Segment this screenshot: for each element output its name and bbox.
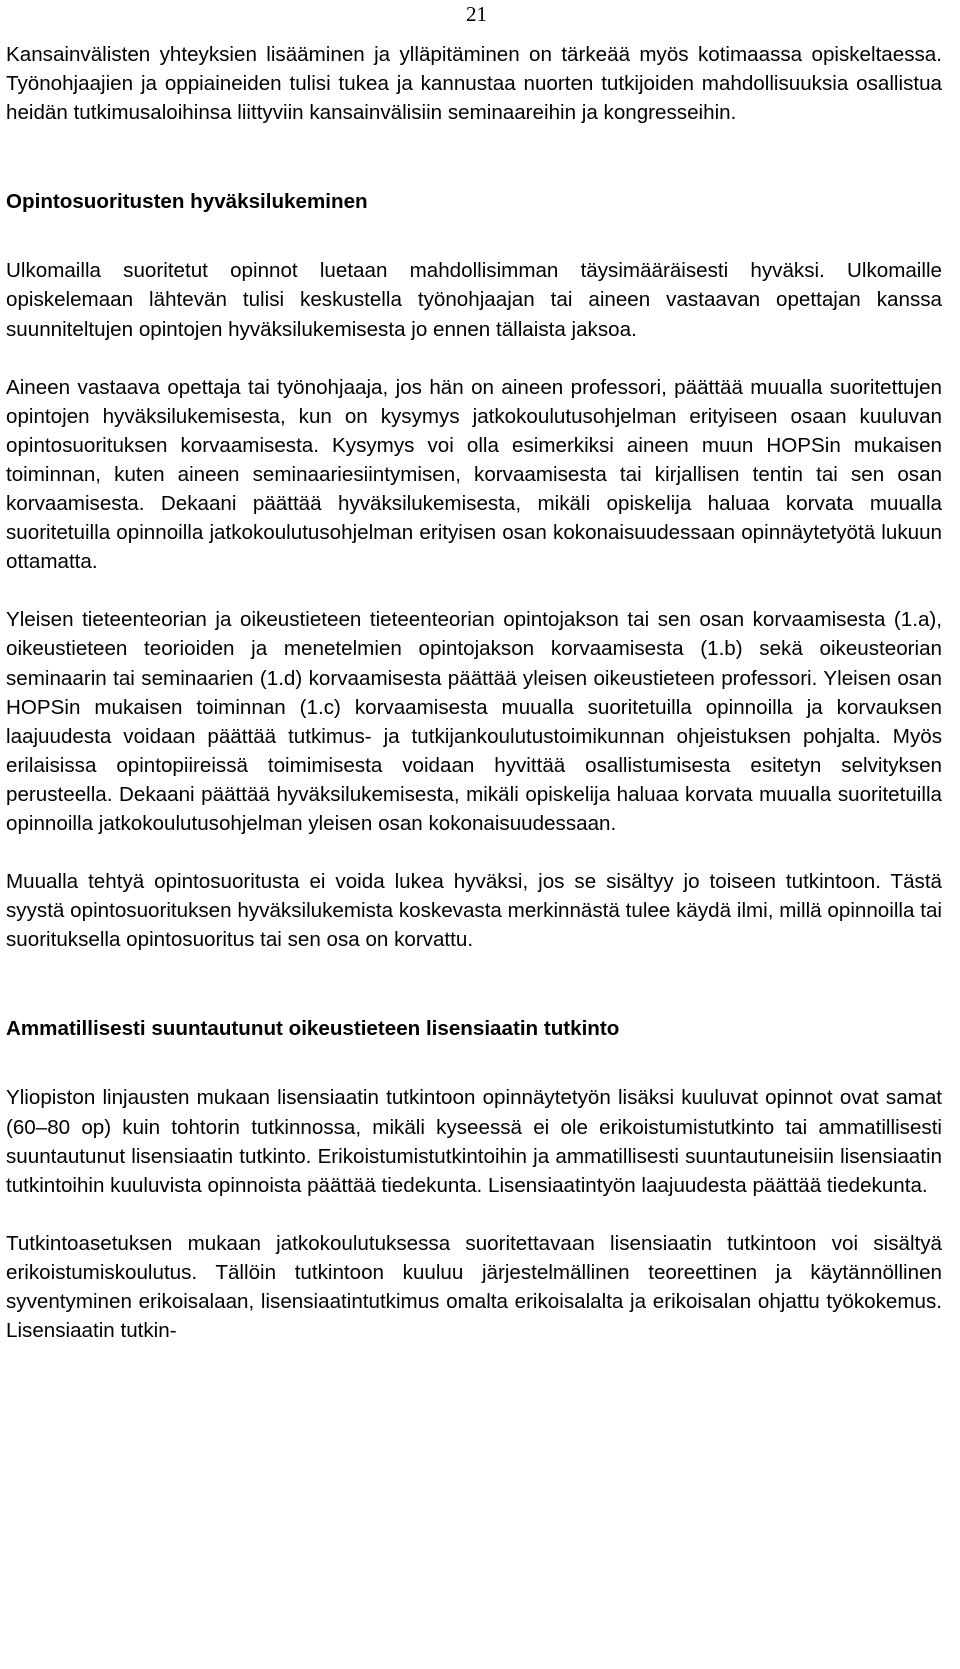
spacer bbox=[6, 838, 942, 867]
heading-credit-transfer: Opintosuoritusten hyväksilukeminen bbox=[6, 190, 368, 214]
paragraph-credit-other-degree: Muualla tehtyä opintosuoritusta ei voida lukea hyväksi, jos se sisältyy jo toiseen tutkintoon. Tästä syystä opintosuorituksen hyväksilukemista koskevasta merkinnästä tulee käydä ilmi, millä opinnoilla tai suorituksella opintosuoritus tai sen osa on korvattu. bbox=[6, 870, 942, 952]
spacer bbox=[6, 954, 942, 1014]
paragraph-licentiate-specialisation: Tutkintoasetuksen mukaan jatkokoulutuksessa suoritettavaan lisensiaatin tutkintoon voi sisältyä erikoistumiskoulutus. Tällöin tutkintoon kuuluu järjestelmällinen teoreettinen ja käytännöllinen syventyminen erikoisalaan, lisensiaatintutkimus omalta erikoisalalta ja erikoisalan ohjattu työkokemus. Lisensiaatin tutkin- bbox=[6, 1231, 942, 1343]
spacer bbox=[6, 576, 942, 605]
heading-professional-licentiate: Ammatillisesti suuntautunut oikeustieteen lisensiaatin tutkinto bbox=[6, 1017, 620, 1041]
page-content bbox=[6, 40, 942, 1345]
spacer bbox=[6, 1200, 942, 1229]
paragraph-credit-decision: Aineen vastaava opettaja tai työnohjaaja, jos hän on aineen professori, päättää muualla suoritettujen opintojen hyväksilukemisesta, kun on kysymys jatkokoulutusohjelman erityiseen osaan kuuluvan opintosuorituksen korvaamisesta. Kysymys voi olla esimerkiksi aineen muun HOPSin mukaisen toiminnan, kuten aineen seminaariesiintymisen, korvaamisesta tai kirjallisen tentin tai sen osan korvaamisesta. Dekaani päättää hyväksilukemisesta, mikäli opiskelija haluaa korvata muualla suoritetuilla opinnoilla jatkokoulutusohjelman erityisen osan kokonaisuudessaan opinnäytetyötä lukuun ottamatta. bbox=[6, 375, 942, 574]
spacer bbox=[6, 1043, 942, 1083]
paragraph-credit-general-theory: Yleisen tieteenteorian ja oikeustieteen tieteenteorian opintojakson tai sen osan korvaamisesta (1.a), oikeustieteen teorioiden ja menetelmien opintojakson korvaamisesta (1.b) sekä oikeusteorian seminaarin tai seminaarien (1.d) korvaamisesta päättää yleisen oikeustieteen professori. Yleisen osan HOPSin mukaisen toiminnan (1.c) korvaamisesta muualla suoritetuilla opinnoilla ja korvauksen laajuudesta voidaan päättää tutkimus- ja tutkijankoulutustoimikunnan ohjeistuksen pohjalta. Myös erilaisissa opintopiireissä toimimisesta voidaan hyvittää osallistumisesta esitetyn selvityksen perusteella. Dekaani päättää hyväksilukemisesta, mikäli opiskelija haluaa korvata muualla suoritetuilla opinnoilla jatkokoulutusohjelman yleisen osan kokonaisuudessaan. bbox=[6, 608, 942, 835]
paragraph-credit-abroad: Ulkomailla suoritetut opinnot luetaan mahdollisimman täysimääräisesti hyväksi. Ulkomaille opiskelemaan lähtevän tulisi keskustella työnohjaajan tai aineen vastaavan opettajan kanssa suunniteltujen opintojen hyväksilukemisesta jo ennen tällaista jaksoa. bbox=[6, 259, 942, 341]
spacer bbox=[6, 344, 942, 373]
page-number: 21 bbox=[466, 2, 487, 26]
paragraph-licentiate-studies: Yliopiston linjausten mukaan lisensiaatin tutkintoon opinnäytetyön lisäksi kuuluvat opinnot ovat samat (60–80 op) kuin tohtorin tutkinnossa, mikäli kyseessä ei ole erikoistumistutkinto tai ammatillisesti suuntautunut lisensiaatin tutkinto. Erikoistumistutkintoihin ja ammatillisesti suuntautuneisiin lisensiaatin tutkintoihin kuuluvista opinnoista päättää tiedekunta. Lisensiaatintyön laajuudesta päättää tiedekunta. bbox=[6, 1086, 942, 1197]
spacer bbox=[6, 216, 942, 256]
paragraph-international-contacts: Kansainvälisten yhteyksien lisääminen ja ylläpitäminen on tärkeää myös kotimaassa opiskeltaessa. Työnohjaajien ja oppiaineiden tulisi tukea ja kannustaa nuorten tutkijoiden mahdollisuuksia osallistua heidän tutkimusaloihinsa liittyviin kansainvälisiin seminaareihin ja kongresseihin. bbox=[6, 43, 942, 125]
spacer bbox=[6, 127, 942, 187]
